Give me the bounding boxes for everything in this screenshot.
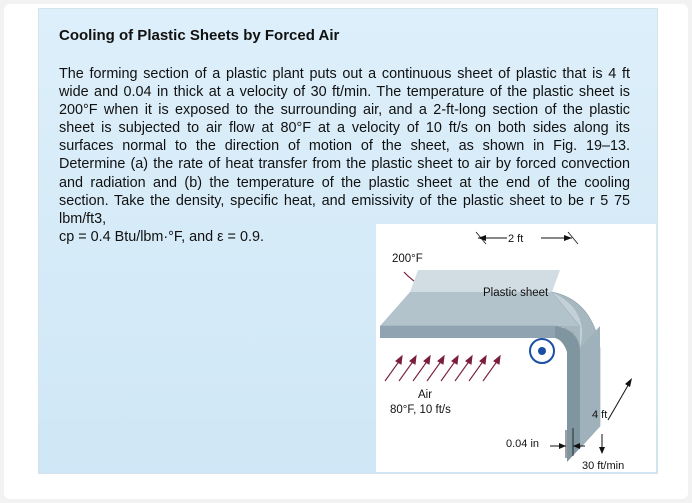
- air-label: Air: [418, 389, 433, 401]
- temp-label: 200°F: [392, 253, 423, 265]
- length-dimension: [476, 232, 578, 245]
- roller-icon: [530, 339, 554, 363]
- sheet-label: Plastic sheet: [483, 287, 549, 299]
- sheet-top-surface: [380, 292, 580, 326]
- sheet-curved-edge: [555, 326, 580, 462]
- air-conditions-label: 80°F, 10 ft/s: [390, 404, 451, 416]
- property-values-line: cp = 0.4 Btu/lbm·°F, and ε = 0.9.: [59, 228, 264, 245]
- problem-paragraph: The forming section of a plastic plant puts out a continuous sheet of plastic that is 4 ft wide and 0.04 in thick at a velocity of 30 ft/min. The temperature of the plastic sheet is 200°F when it is exposed to the surrounding air, and a 2-ft-long section of the plastic sheet is subjected to air flow at 80°F at a velocity of 10 ft/s on both sides along its surfaces normal to the direction of motion of the sheet, as shown in Fig. 19–13. Determine (a) the rate of heat transfer from the plastic sheet to air by forced convection and radiation and (b) the temperature of the plastic sheet at the end of the cooling section. Take the density, specific heat, and emissivity of the plastic sheet to be r 5 75 lbm/ft3,: [59, 66, 630, 227]
- sheet-edge: [380, 326, 555, 338]
- length-label: 2 ft: [508, 233, 524, 245]
- width-label: 4 ft: [592, 409, 608, 421]
- velocity-indicator: [582, 434, 624, 472]
- problem-title: Cooling of Plastic Sheets by Forced Air: [59, 27, 340, 44]
- velocity-label: 30 ft/min: [582, 460, 625, 472]
- air-flow-arrows: [385, 356, 500, 381]
- thickness-label: 0.04 in: [506, 438, 540, 450]
- thickness-dimension: [506, 428, 585, 458]
